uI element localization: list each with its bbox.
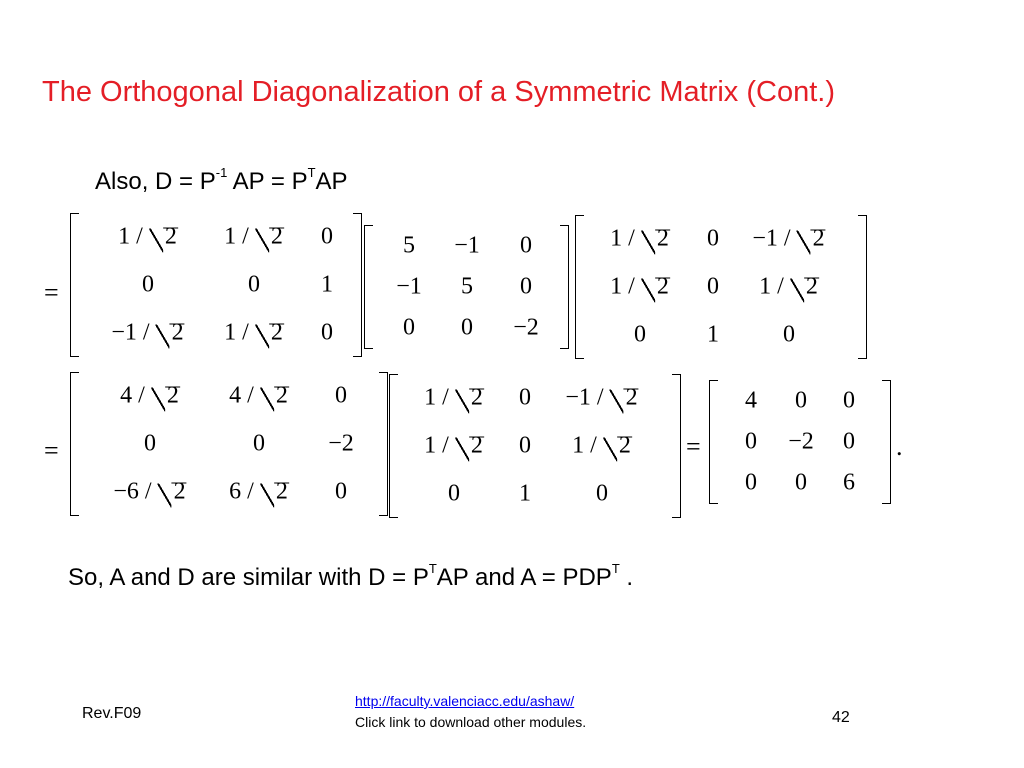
entry-numerator: 1 / [424,432,455,459]
line1-p1: P [199,168,216,195]
sqrt-icon [455,385,484,412]
radicand: 2 [171,319,184,346]
radicand: 2 [805,273,818,300]
conclusion-mid: AP and A = PDP [436,564,612,591]
left-bracket [70,372,79,516]
page-number: 42 [832,709,850,726]
matrix-entry: 0 [248,271,260,298]
matrix-entry: 0 [520,273,532,300]
radicand: 2 [164,223,177,250]
line1-end: AP [315,168,348,195]
matrix-entry: 0 [634,321,646,348]
matrix-entry: 6 [843,469,855,496]
row2-period: . [896,432,903,461]
row2-matrix-2 [389,374,681,518]
matrix-entry [565,385,638,412]
conclusion-p1-sup: T [428,561,437,576]
matrix-entry: 0 [321,319,333,346]
entry-numerator: 4 / [229,382,260,409]
row1-matrix-2 [364,225,569,349]
conclusion-end: . [619,564,634,591]
entry-numerator: 6 / [229,478,260,505]
entry-numerator: 1 / [118,223,149,250]
matrix-entry: 0 [144,430,156,457]
radicand: 2 [812,225,825,252]
matrix-entry: 5 [461,273,473,300]
matrix-entry: 5 [403,232,415,259]
matrix-entry [229,383,289,410]
radicand: 2 [275,478,288,505]
matrix-entry [610,274,670,301]
row1-matrix-3 [575,215,867,359]
matrix-entry: 0 [403,314,415,341]
conclusion-p1: P [412,564,429,591]
sqrt-icon [158,479,187,506]
sqrt-icon [255,224,284,251]
radicand: 2 [270,319,283,346]
sqrt-icon [797,226,826,253]
sqrt-icon [610,385,639,412]
radicand: 2 [656,273,669,300]
right-bracket [353,213,362,357]
line1-p2-sup: T [307,165,316,180]
conclusion-p2-sup: T [611,561,620,576]
entry-numerator: 1 / [224,223,255,250]
sqrt-icon [260,383,289,410]
matrix-entry: 0 [520,232,532,259]
line1-p1-sup: -1 [215,165,228,180]
sqrt-icon [149,224,178,251]
entry-numerator: −6 / [113,478,158,505]
matrix-entry: 0 [335,478,347,505]
row1-equals-sign: = [44,278,59,307]
matrix-entry: 0 [707,225,719,252]
matrix-entry [572,433,632,460]
equation-line-d [95,165,348,196]
matrix-entry: 0 [745,469,757,496]
matrix-entry [752,226,825,253]
conclusion-prefix: So, A and D are similar with D = [68,564,413,591]
matrix-entry: 1 [321,271,333,298]
matrix-entry [118,224,178,251]
matrix-entry [113,479,186,506]
row1-matrix-1 [70,213,362,357]
matrix-entry [424,385,484,412]
revision-label: Rev.F09 [82,705,142,722]
matrix-entry: 0 [253,430,265,457]
matrix-entry: 0 [745,428,757,455]
entry-numerator: −1 / [752,225,797,252]
row2-equals-sign: = [44,436,59,465]
left-bracket [575,215,584,359]
radicand: 2 [270,223,283,250]
matrix-entry: 0 [142,271,154,298]
sqrt-icon [255,320,284,347]
matrix-entry: −1 [396,273,422,300]
matrix-entry: −2 [788,428,814,455]
matrix-entry [120,383,180,410]
sqrt-icon [641,274,670,301]
matrix-entry: 0 [795,469,807,496]
sqrt-icon [790,274,819,301]
matrix-entry: 0 [783,321,795,348]
entry-numerator: 1 / [610,273,641,300]
line1-mid: AP = P [227,168,308,195]
matrix-entry [229,479,289,506]
radicand: 2 [173,478,186,505]
download-note: Click link to download other modules. [355,714,587,730]
matrix-entry: 0 [596,480,608,507]
left-bracket [709,380,718,504]
sqrt-icon [641,226,670,253]
row2-matrix-1 [70,372,388,516]
matrix-entry: 1 [707,321,719,348]
row2-equals-sign-2: = [686,432,701,461]
radicand: 2 [625,384,638,411]
left-bracket [389,374,398,518]
entry-numerator: 4 / [120,382,151,409]
entry-numerator: 1 / [224,319,255,346]
entry-numerator: 1 / [424,384,455,411]
matrix-entry: 4 [745,387,757,414]
matrix-entry [759,274,819,301]
matrix-entry: 0 [843,387,855,414]
sqrt-icon [156,320,185,347]
left-bracket [364,225,373,349]
entry-numerator: −1 / [111,319,156,346]
right-bracket [882,380,891,504]
radicand: 2 [618,432,631,459]
right-bracket [560,225,569,349]
right-bracket [379,372,388,516]
matrix-entry [424,433,484,460]
matrix-entry [111,320,184,347]
row2-matrix-3 [709,380,891,504]
line1-prefix: Also, D = [95,168,200,195]
sqrt-icon [603,433,632,460]
radicand: 2 [470,384,483,411]
matrix-entry: −2 [513,314,539,341]
radicand: 2 [470,432,483,459]
matrix-entry: 0 [707,273,719,300]
left-bracket [70,213,79,357]
sqrt-icon [151,383,180,410]
matrix-entry: 0 [448,480,460,507]
modules-link[interactable]: http://faculty.valenciacc.edu/ashaw/ [355,693,575,709]
matrix-entry: 1 [519,480,531,507]
matrix-entry: 0 [843,428,855,455]
matrix-entry: 0 [321,223,333,250]
entry-numerator: 1 / [572,432,603,459]
slide-title: The Orthogonal Diagonalization of a Symmetric Matrix (Cont.) [42,76,835,108]
entry-numerator: −1 / [565,384,610,411]
conclusion-line [68,561,634,592]
matrix-entry: 0 [461,314,473,341]
matrix-entry: 0 [335,382,347,409]
radicand: 2 [166,382,179,409]
matrix-entry: −2 [328,430,354,457]
entry-numerator: 1 / [610,225,641,252]
matrix-entry: −1 [454,232,480,259]
radicand: 2 [275,382,288,409]
entry-numerator: 1 / [759,273,790,300]
matrix-entry [610,226,670,253]
sqrt-icon [260,479,289,506]
matrix-entry: 0 [795,387,807,414]
matrix-entry [224,224,284,251]
matrix-entry: 0 [519,432,531,459]
matrix-entry: 0 [519,384,531,411]
sqrt-icon [455,433,484,460]
radicand: 2 [656,225,669,252]
right-bracket [672,374,681,518]
matrix-entry [224,320,284,347]
right-bracket [858,215,867,359]
